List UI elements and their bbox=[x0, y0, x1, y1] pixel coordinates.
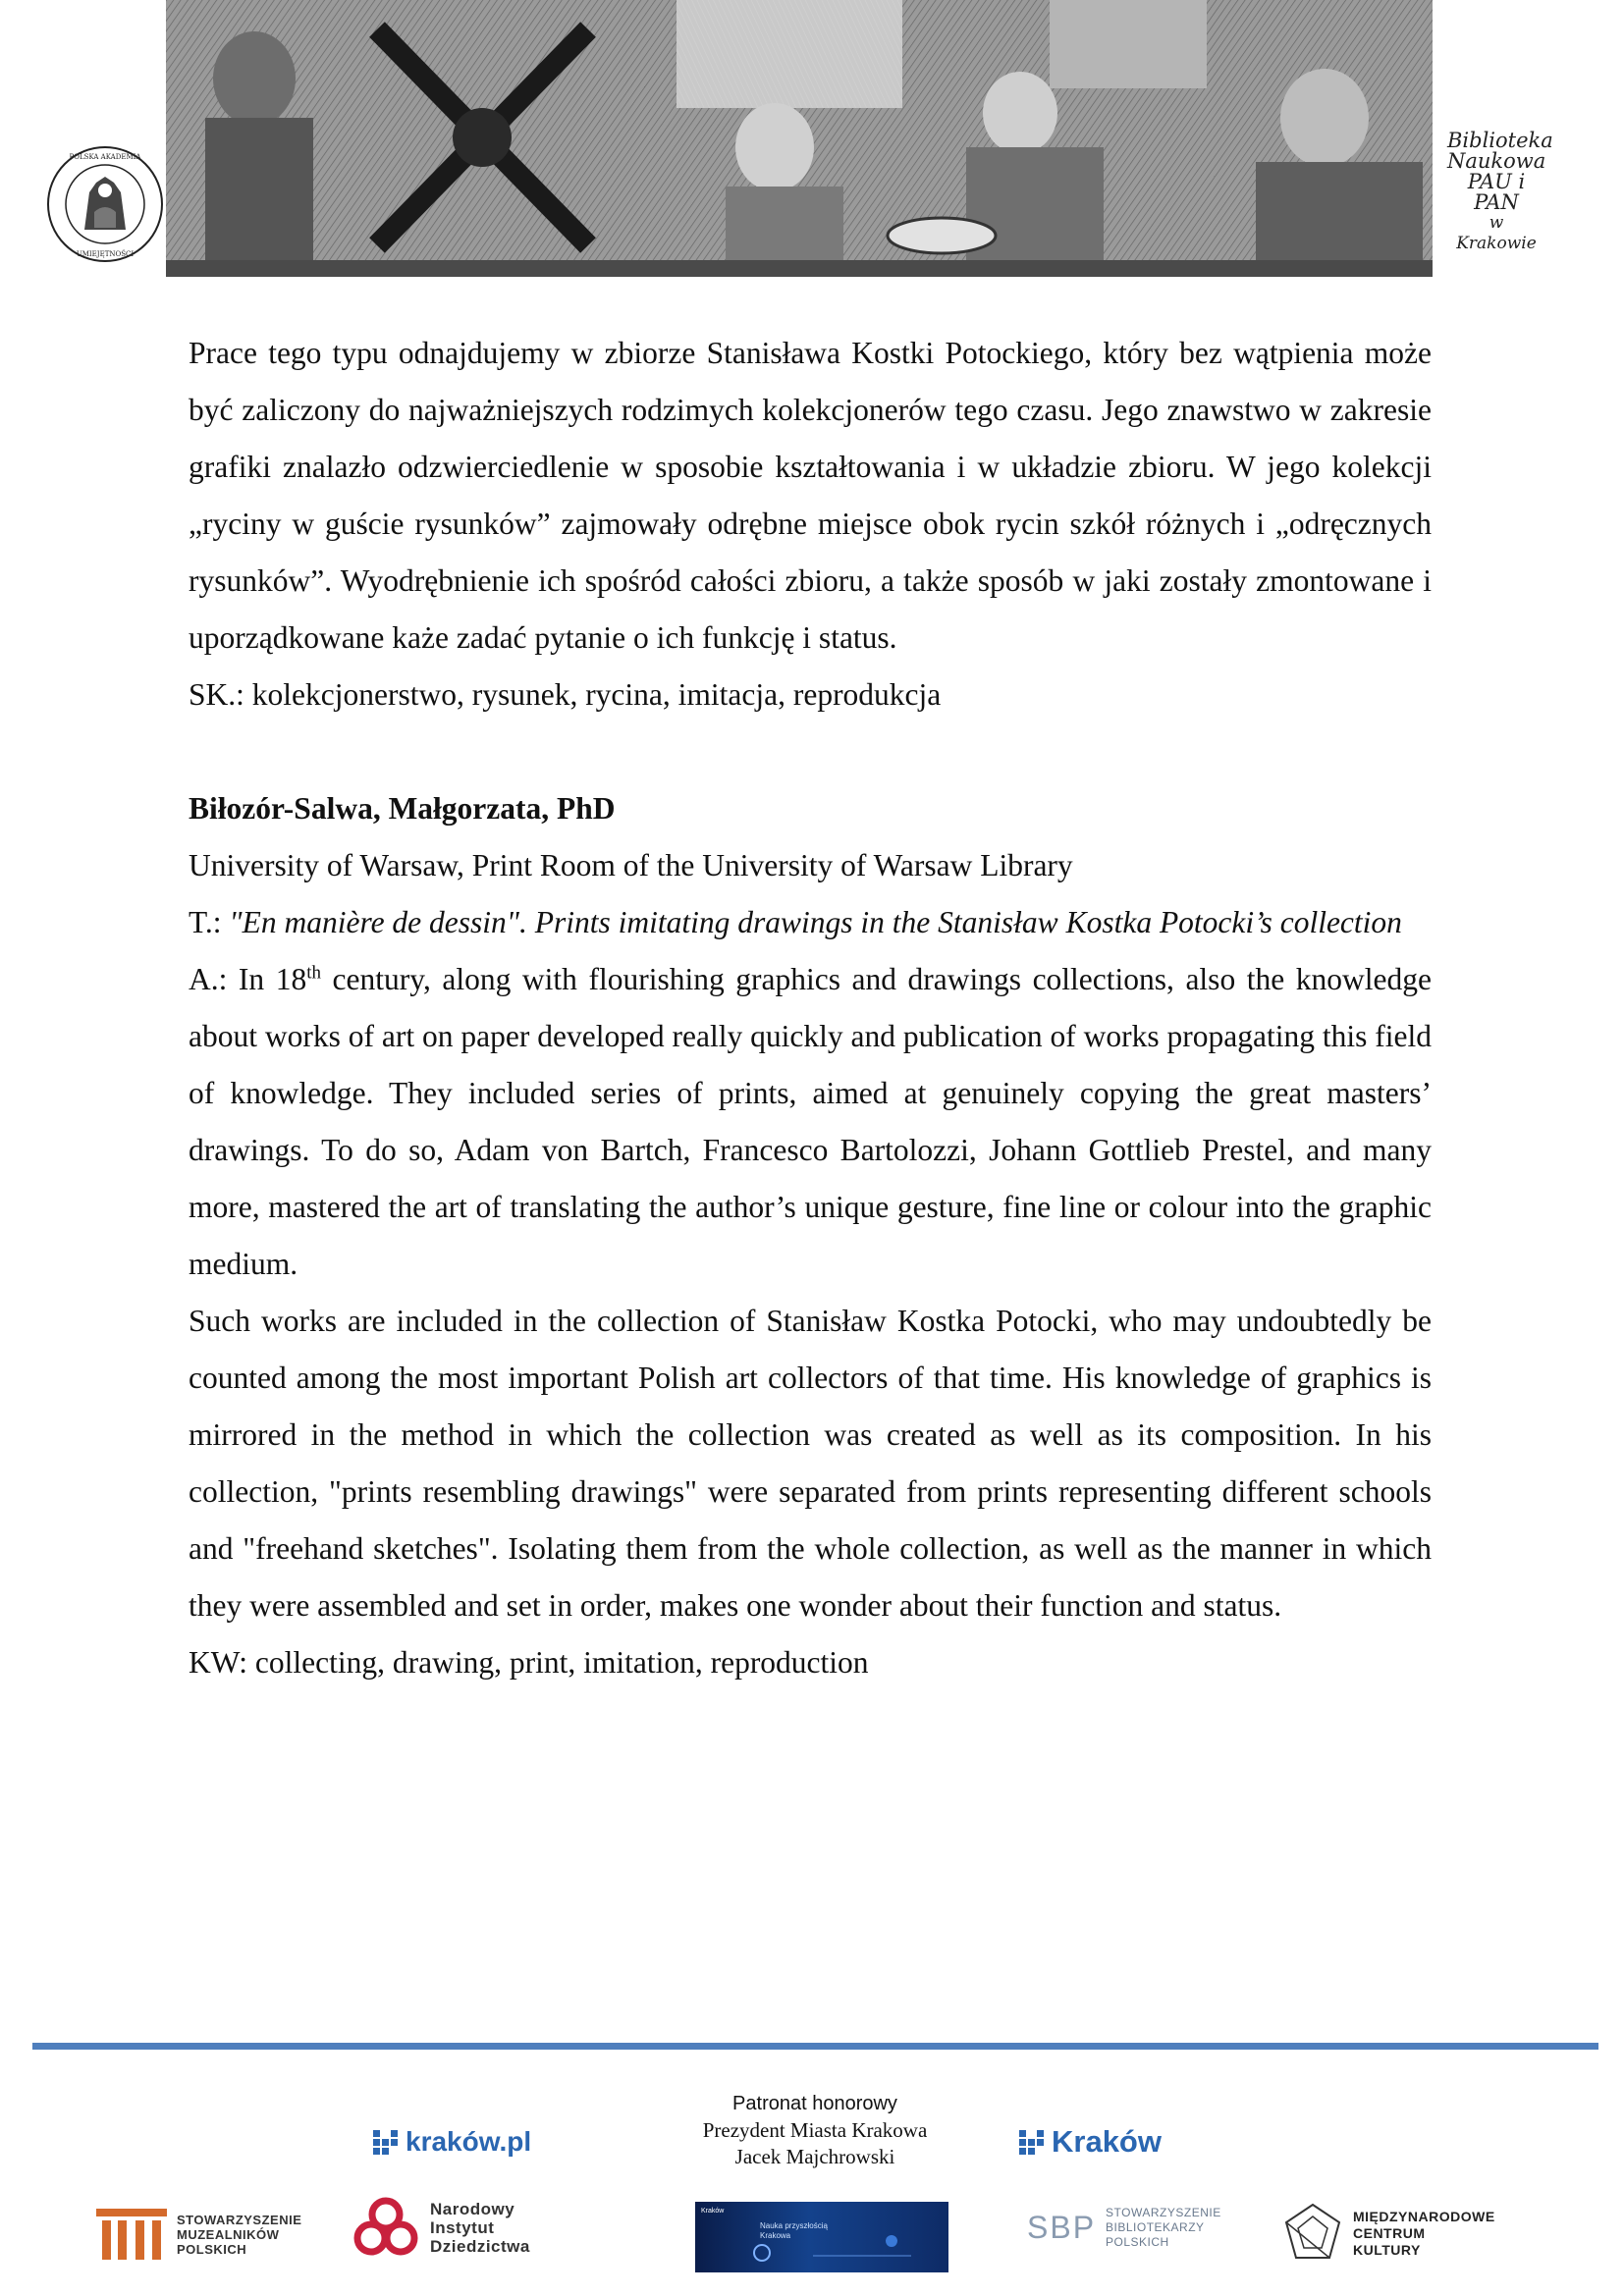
mck-star-icon bbox=[1282, 2203, 1343, 2264]
nid-line: Instytut bbox=[430, 2217, 495, 2237]
polish-abstract-tail: Prace tego typu odnajdujemy w zbiorze Stanisława Kostki Potockiego, który bez wątpienia może być zaliczony do najważniejszych rodzimych kolekcjonerów tego czasu. Jego znawstwo w zakresie grafiki znalazło odzwierciedlenie w sposobie kształtowania i w układzie zbioru. W jego kolekcji „ryciny w guście rysunków” zajmowały odrębne miejsce obok rycin szkół różnych i „odręcznych rysunków”. Wyodrębnienie ich spośród całości zbioru, a także sposób w jaki zostały zmontowane i uporządkowane każe zadać pytanie o ich funkcję i status. bbox=[189, 336, 1432, 655]
krakow-label: Kraków bbox=[1052, 2124, 1162, 2159]
smp-logo bbox=[96, 2209, 301, 2260]
krakow-grid-icon bbox=[373, 2130, 398, 2155]
printing-workshop-engraving bbox=[166, 0, 1433, 277]
sbp-text bbox=[1106, 2206, 1221, 2250]
nid-knot-icon bbox=[352, 2197, 420, 2258]
krakow-pl-label: kraków.pl bbox=[406, 2126, 532, 2157]
mck-line: CENTRUM bbox=[1353, 2224, 1426, 2241]
banner-line: Nauka przyszłością bbox=[760, 2221, 828, 2230]
paragraph-gap bbox=[189, 723, 1432, 780]
english-abstract bbox=[189, 951, 1432, 1293]
sbp-line: BIBLIOTEKARZY bbox=[1106, 2220, 1205, 2234]
sbp-line: STOWARZYSZENIE bbox=[1106, 2206, 1221, 2219]
smp-line: POLSKICH bbox=[177, 2241, 247, 2257]
nauka-krakow-banner bbox=[695, 2202, 948, 2272]
pau-seal-logo bbox=[45, 143, 165, 265]
mck-line: KULTURY bbox=[1353, 2241, 1421, 2258]
sbp-line: POLSKICH bbox=[1106, 2235, 1169, 2249]
library-logo-line: w Krakowie bbox=[1456, 213, 1537, 253]
library-logo-line: Naukowa bbox=[1447, 149, 1546, 173]
nid-line: Dziedzictwa bbox=[430, 2236, 530, 2256]
mck-line: MIĘDZYNARODOWE bbox=[1353, 2208, 1495, 2224]
footer-divider bbox=[32, 2043, 1598, 2050]
krakow-grid-icon bbox=[1019, 2130, 1044, 2155]
author-name: Biłozór-Salwa, Małgorzata, PhD bbox=[189, 791, 616, 826]
library-logo-line: Biblioteka bbox=[1447, 129, 1553, 152]
english-keywords: KW: collecting, drawing, print, imitation, reproduction bbox=[189, 1645, 869, 1680]
patronage-line: Prezydent Miasta Krakowa bbox=[702, 2118, 928, 2142]
author-affiliation: University of Warsaw, Print Room of the University of Warsaw Library bbox=[189, 848, 1073, 882]
paper-title-line bbox=[189, 894, 1432, 951]
smp-line: STOWARZYSZENIE bbox=[177, 2212, 302, 2227]
library-logo-line: PAU i PAN bbox=[1467, 170, 1526, 214]
page-header bbox=[0, 0, 1624, 280]
mck-text bbox=[1353, 2209, 1495, 2259]
ordinal-superscript: th bbox=[306, 962, 321, 984]
sbp-logo bbox=[1027, 2206, 1221, 2250]
banner-graphics bbox=[695, 2202, 948, 2272]
smp-text bbox=[177, 2213, 301, 2257]
nid-line: Narodowy bbox=[430, 2199, 515, 2218]
english-abstract-continued: Such works are included in the collection of Stanisław Kostka Potocki, who may undoubtedly be counted among the most important Polish art collectors of that time. His knowledge of graphics is mirrored in the method in which the collection was created as well as its composition. In his collection, "prints resembling drawings" were separated from prints representing different schools and "freehand sketches". Isolating them from the whole collection, as well as the manner in which they were assembled and set in order, makes one wonder about their function and status. bbox=[189, 1304, 1432, 1623]
krakow-logo bbox=[1019, 2124, 1162, 2160]
svg-text:POLSKA AKADEMIA: POLSKA AKADEMIA bbox=[69, 153, 141, 161]
document-body bbox=[189, 325, 1432, 1691]
title-prefix: T.: bbox=[189, 905, 230, 939]
banner-label: Kraków bbox=[701, 2208, 725, 2215]
polish-keywords: SK.: kolekcjonerstwo, rysunek, rycina, imitacja, reprodukcja bbox=[189, 677, 942, 712]
honorary-patronage bbox=[668, 2091, 962, 2170]
sbp-abbr: SBP bbox=[1027, 2210, 1097, 2245]
krakow-pl-logo bbox=[373, 2126, 531, 2158]
mck-logo bbox=[1282, 2203, 1495, 2264]
paper-title: "En manière de dessin". Prints imitating drawings in the Stanisław Kostka Potocki’s collection bbox=[229, 905, 1402, 939]
patronage-line: Jacek Majchrowski bbox=[734, 2145, 895, 2168]
library-pau-pan-logo bbox=[1447, 129, 1553, 253]
abstract-text: century, along with flourishing graphics and drawings collections, also the knowledge about works of art on paper developed really quickly and publication of works propagating this field of knowledge. They included series of prints, aimed at genuinely copying the great masters’ drawings. To do so, Adam von Bartch, Francesco Bartolozzi, Johann Gottlieb Prestel, and many more, mastered the art of translating the author’s unique gesture, fine line or colour into the graphic medium. bbox=[189, 962, 1432, 1281]
smp-line: MUZEALNIKÓW bbox=[177, 2226, 280, 2242]
svg-text:UMIEJĘTNOŚCI: UMIEJĘTNOŚCI bbox=[76, 250, 135, 258]
banner-line: Krakowa bbox=[760, 2231, 791, 2240]
patronage-title: Patronat honorowy bbox=[732, 2093, 897, 2114]
abstract-prefix: A.: In 18 bbox=[189, 962, 307, 996]
smp-columns-icon bbox=[96, 2209, 167, 2260]
nid-text bbox=[430, 2200, 530, 2256]
nid-logo bbox=[352, 2197, 530, 2258]
